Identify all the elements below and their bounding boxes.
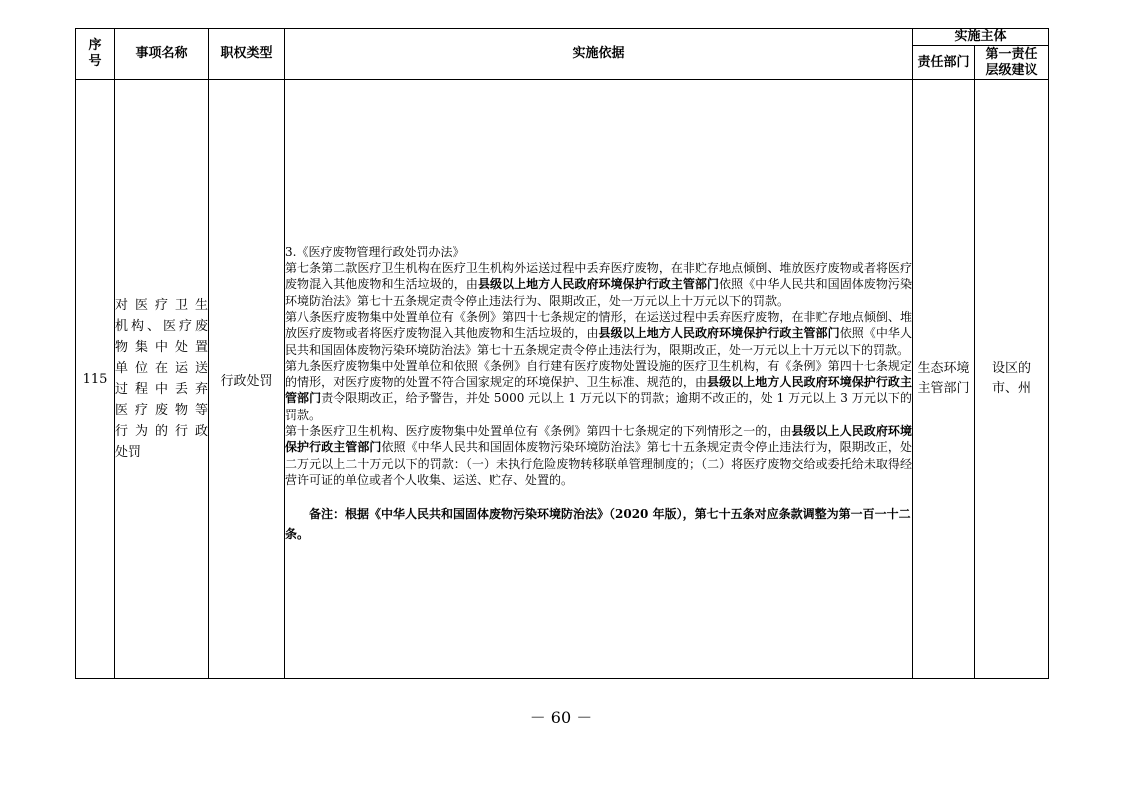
header-subject: 实施主体 (913, 29, 1049, 46)
header-power-type: 职权类型 (209, 29, 285, 80)
row-number: 115 (76, 80, 115, 679)
header-responsible-dept: 责任部门 (913, 46, 975, 80)
basis-article-7: 第七条第二款医疗卫生机构在医疗卫生机构外运送过程中丢弃医疗废物，在非贮存地点倾倒、堆放医疗废物或者将医疗废物混入其他废物和生活垃圾的，由县级以上地方人民政府环境保护行政主管部门依照《中华人民共和国固体废物污染环境防治法》第七十五条规定责令停止违法行为、限期改正，处一万元以上十万元以下的罚款。 (285, 261, 912, 308)
header-item-name: 事项名称 (115, 29, 209, 80)
implementation-basis (285, 80, 913, 679)
enforcement-table (75, 28, 1049, 679)
page-number: － 60 － (529, 708, 593, 727)
level-suggestion: 设区的 市、州 (975, 80, 1049, 679)
header-level: 第一责任 层级建议 (975, 46, 1049, 80)
header-basis: 实施依据 (285, 29, 913, 80)
basis-article-9: 第九条医疗废物集中处置单位和依照《条例》自行建有医疗废物处置设施的医疗卫生机构，有《条例》第四十七条规定的情形，对医疗废物的处置不符合国家规定的环境保护、卫生标准、规范的，由县级以上地方人民政府环境保护行政主管部门责令限期改正，给予警告，并处 5000 元以上 1 万元以下的罚款；逾期不改正的，处 1 万元以上 3 万元以下的罚款。 (285, 358, 912, 422)
header-serial: 序 号 (76, 29, 115, 80)
basis-article-8: 第八条医疗废物集中处置单位有《条例》第四十七条规定的情形，在运送过程中丢弃医疗废物，在非贮存地点倾倒、堆放医疗废物或者将医疗废物混入其他废物和生活垃圾的，由县级以上地方人民政府环境保护行政主管部门依照《中华人民共和国固体废物污染环境防治法》第七十五条规定责令停止违法行为，限期改正，处一万元以上十万元以下的罚款。 (285, 309, 912, 357)
basis-article-10: 第十条医疗卫生机构、医疗废物集中处置单位有《条例》第四十七条规定的下列情形之一的，由县级以上人民政府环境保护行政主管部门依照《中华人民共和国固体废物污染环境防治法》第七十五条规定责令停止违法行为，限期改正，处二万元以上二十万元以下的罚款：（一）未执行危险废物转移联单管理制度的；（二）将医疗废物交给或委托给未取得经营许可证的单位或者个人收集、运送、贮存、处置的。 (285, 424, 912, 487)
table-row (76, 80, 1049, 679)
power-type: 行政处罚 (209, 80, 285, 679)
responsible-dept: 生态环境 主管部门 (913, 80, 975, 679)
basis-note: 备注：根据《中华人民共和国固体废物污染环境防治法》（2020 年版），第七十五条对应条款调整为第一百一十二条。 (285, 507, 911, 542)
basis-title: 3.《医疗废物管理行政处罚办法》 (285, 244, 465, 259)
item-name: 对医疗卫生 机构、医疗废 物集中处置 单位在运送 过程中丢弃 医疗废物等 行为的行政 处罚 (115, 80, 209, 679)
